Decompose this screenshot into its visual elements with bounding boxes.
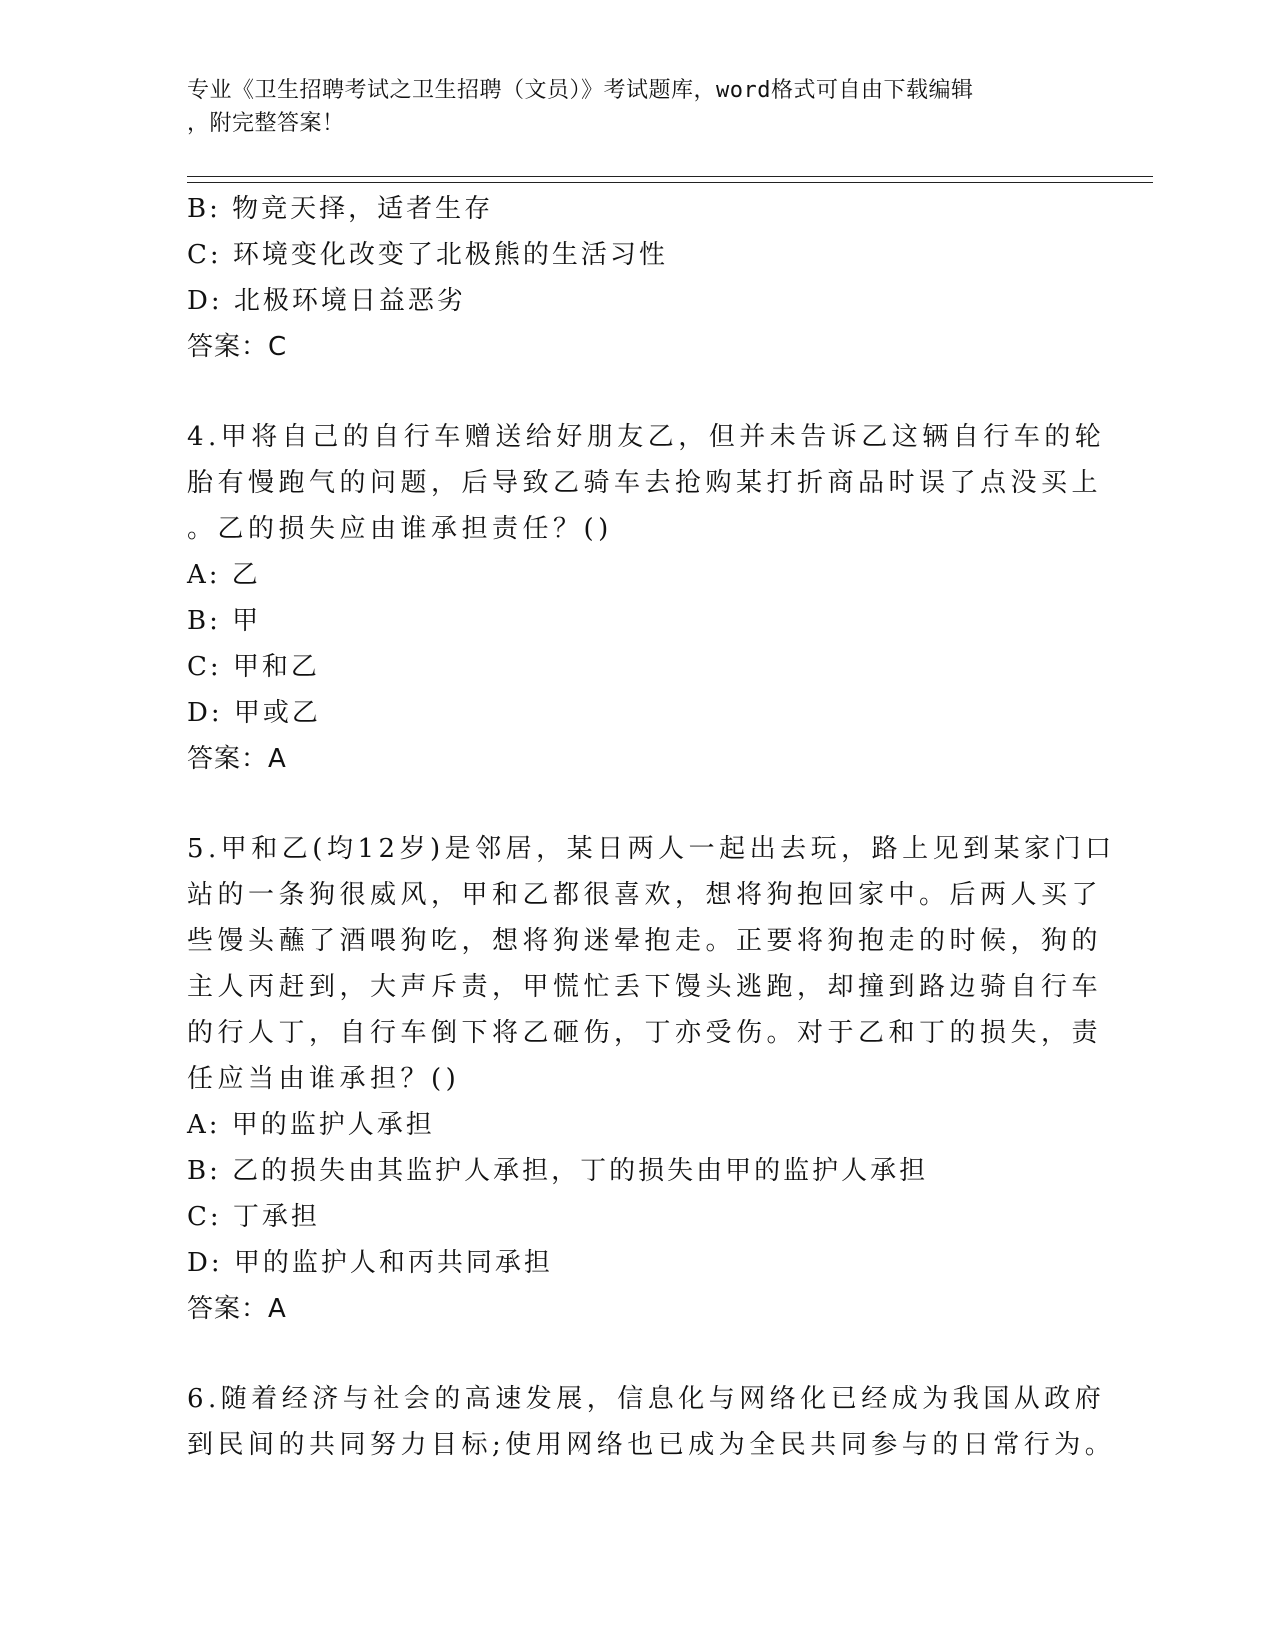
option-c: C: 环境变化改变了北极熊的生活习性: [187, 240, 668, 270]
question-text-line: 胎有慢跑气的问题，后导致乙骑车去抢购某打折商品时误了点没买上: [187, 468, 1103, 498]
answer-line: 答案：A: [187, 1294, 287, 1324]
option-b: B: 物竞天择，适者生存: [187, 194, 494, 224]
document-header: [187, 74, 1067, 140]
header-line-2: ，附完整答案！: [187, 111, 345, 136]
option-a: A: 甲的监护人承担: [187, 1110, 435, 1140]
question-5: [187, 826, 1116, 1332]
question-4: [187, 414, 1106, 782]
question-text-line: 的行人丁，自行车倒下将乙砸伤，丁亦受伤。对于乙和丁的损失，责: [187, 1018, 1103, 1048]
question-text-line: 主人丙赶到，大声斥责，甲慌忙丢下馒头逃跑，却撞到路边骑自行车: [187, 972, 1103, 1002]
option-c: C: 甲和乙: [187, 652, 320, 682]
answer-line: 答案：C: [187, 332, 288, 362]
option-b: B: 乙的损失由其监护人承担，丁的损失由甲的监护人承担: [187, 1156, 929, 1186]
header-rule-top: [187, 176, 1153, 177]
question-text-line: 6.随着经济与社会的高速发展，信息化与网络化已经成为我国从政府: [187, 1384, 1106, 1414]
question-text-line: 站的一条狗很威风，甲和乙都很喜欢，想将狗抱回家中。后两人买了: [187, 880, 1103, 910]
answer-line: 答案：A: [187, 744, 287, 774]
question-text-line: 任应当由谁承担？(): [187, 1064, 461, 1094]
option-b: B: 甲: [187, 606, 262, 636]
document-body: [187, 186, 1116, 1468]
header-line-1: 专业《卫生招聘考试之卫生招聘（文员）》考试题库，word格式可自由下载编辑: [187, 78, 974, 103]
option-d: D: 北极环境日益恶劣: [187, 286, 466, 316]
question-text-line: 4.甲将自己的自行车赠送给好朋友乙，但并未告诉乙这辆自行车的轮: [187, 422, 1106, 452]
question-text-line: 到民间的共同努力目标;使用网络也已成为全民共同参与的日常行为。: [187, 1430, 1116, 1460]
header-rule-bottom: [187, 182, 1153, 183]
question-text-line: 些馒头蘸了酒喂狗吃，想将狗迷晕抱走。正要将狗抱走的时候，狗的: [187, 926, 1103, 956]
option-d: D: 甲或乙: [187, 698, 321, 728]
option-a: A: 乙: [187, 560, 261, 590]
question-3-continued: [187, 186, 1067, 370]
question-text-line: 。乙的损失应由谁承担责任？(): [187, 514, 613, 544]
question-text-line: 5.甲和乙(均12岁)是邻居，某日两人一起出去玩，路上见到某家门口: [187, 834, 1116, 864]
question-6: [187, 1376, 1116, 1468]
option-c: C: 丁承担: [187, 1202, 320, 1232]
option-d: D: 甲的监护人和丙共同承担: [187, 1248, 553, 1278]
